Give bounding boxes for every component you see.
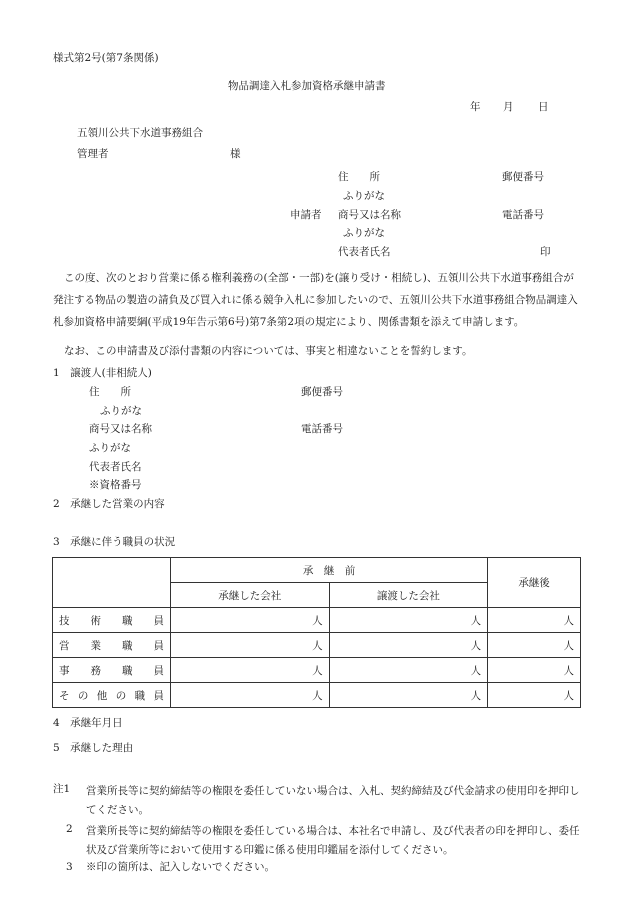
staff-table (52, 557, 581, 708)
form-number: 様式第2号(第7条関係) (53, 52, 159, 64)
unit-cell: 人 (329, 683, 488, 708)
applicant-postal-label: 郵便番号 (502, 171, 544, 183)
applicant-phone-label: 電話番号 (502, 209, 544, 221)
note-3-text: ※印の箇所は、記入しないでください。 (86, 861, 275, 873)
table-row (53, 608, 581, 633)
body-paragraph-1: この度、次のとおり営業に係る権利義務の(全部・一部)を(譲り受け・相続し)、五領川公共下水道事務組合が発注する物品の製造の請負及び買入れに係る競争入札に参加したいので、五領川公共下水道事務組合物品調達入札参加資格申請要綱(平成19年告示第6号)第7条第2項の規定により、関係書類を添えて申請します。 (53, 272, 578, 328)
note-3-label: 3 (66, 861, 73, 873)
applicant-furigana-1: ふりがな (343, 190, 385, 202)
applicant-address-label: 住 所 (338, 171, 380, 183)
table-row (53, 683, 581, 708)
applicant-furigana-2: ふりがな (343, 227, 385, 239)
unit-cell: 人 (171, 658, 330, 683)
s1-phone-label: 電話番号 (301, 423, 343, 435)
date-day: 日 (538, 101, 549, 113)
note-2-label: 2 (66, 823, 73, 835)
unit-cell: 人 (329, 633, 488, 658)
applicant-company-label: 商号又は名称 (338, 209, 401, 221)
section-5-heading: 5 承継した理由 (53, 742, 134, 754)
section-4-heading: 4 承継年月日 (53, 717, 123, 729)
section-1-heading: 1 譲渡人(非相続人) (53, 367, 152, 379)
unit-cell: 人 (488, 658, 581, 683)
date-year: 年 (470, 101, 481, 113)
table-row (53, 658, 581, 683)
seal-mark: 印 (540, 246, 551, 258)
s1-postal-label: 郵便番号 (301, 386, 343, 398)
before-header: 承 継 前 (171, 558, 488, 583)
addressee-manager: 管理者 (77, 148, 109, 160)
row-label: 営業職員 (53, 633, 171, 658)
table-row (53, 633, 581, 658)
date-month: 月 (503, 101, 514, 113)
unit-cell: 人 (171, 683, 330, 708)
s1-qualification-label: ※資格番号 (89, 479, 142, 491)
row-label: 事務職員 (53, 658, 171, 683)
col-transferring-company: 譲渡した会社 (329, 583, 488, 608)
unit-cell: 人 (488, 683, 581, 708)
note-1-label: 注1 (53, 783, 71, 795)
col-succeeding-company: 承継した会社 (171, 583, 330, 608)
unit-cell: 人 (171, 633, 330, 658)
unit-cell: 人 (488, 608, 581, 633)
unit-cell: 人 (488, 633, 581, 658)
after-header: 承継後 (488, 558, 581, 608)
applicant-rep-label: 代表者氏名 (338, 246, 391, 258)
s1-rep-label: 代表者氏名 (89, 461, 142, 473)
note-1-text: 営業所長等に契約締結等の権限を委任していない場合は、入札、契約締結及び代金請求の使用印を押印してください。 (86, 785, 580, 816)
s1-address-label: 住 所 (89, 386, 131, 398)
applicant-label: 申請者 (290, 209, 322, 221)
row-label: 技術職員 (53, 608, 171, 633)
addressee-org: 五領川公共下水道事務組合 (77, 127, 203, 139)
table-corner-cell (53, 558, 171, 608)
section-3-heading: 3 承継に伴う職員の状況 (53, 536, 176, 548)
row-label: その他の職員 (53, 683, 171, 708)
note-2-text: 営業所長等に契約締結等の権限を委任している場合は、本社名で申請し、及び代表者の印を押印し、委任状及び営業所等において使用する印鑑に係る使用印鑑届を添付してください。 (86, 825, 580, 856)
section-2-heading: 2 承継した営業の内容 (53, 498, 165, 510)
s1-company-label: 商号又は名称 (89, 423, 152, 435)
s1-furigana-1: ふりがな (100, 405, 142, 417)
addressee-honorific: 様 (230, 148, 241, 160)
s1-furigana-2: ふりがな (89, 442, 131, 454)
body-paragraph-2: なお、この申請書及び添付書類の内容については、事実と相違ないことを誓約します。 (64, 345, 473, 357)
document-title: 物品調達入札参加資格承継申請書 (228, 80, 386, 92)
unit-cell: 人 (329, 658, 488, 683)
unit-cell: 人 (329, 608, 488, 633)
unit-cell: 人 (171, 608, 330, 633)
